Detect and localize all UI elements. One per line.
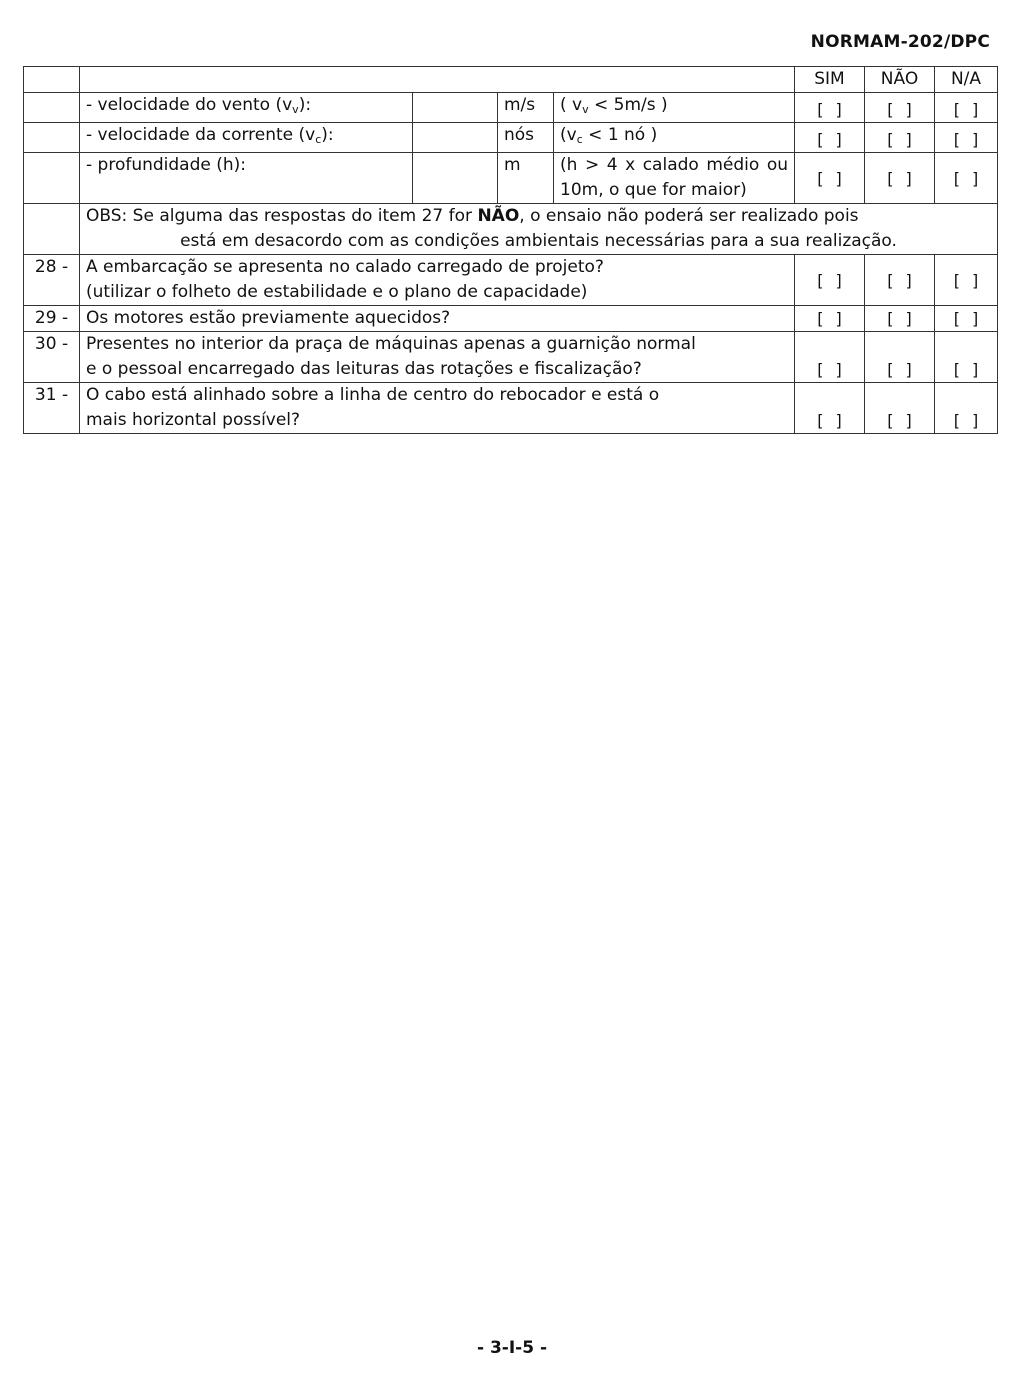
condition-value-field[interactable] bbox=[413, 153, 498, 204]
item-question: O cabo está alinhado sobre a linha de centro do rebocador e está o mais horizontal possível? bbox=[80, 383, 795, 434]
column-header-sim: SIM bbox=[795, 67, 865, 93]
column-header-na: N/A bbox=[935, 67, 998, 93]
condition-limit: ( $v_v < 5m/s$ ) bbox=[554, 93, 795, 123]
checkbox-na[interactable]: [ ] bbox=[935, 153, 998, 204]
checklist-item-31 bbox=[24, 383, 998, 434]
condition-label: - velocidade do vento $(v_v)$: bbox=[80, 93, 413, 123]
condition-limit: (h > 4 x calado médio ou 10m, o que for maior) bbox=[554, 153, 795, 204]
item-question: Presentes no interior da praça de máquinas apenas a guarnição normal e o pessoal encarregado das leituras das rotações e fiscalização? bbox=[80, 332, 795, 383]
checklist-item-29 bbox=[24, 306, 998, 332]
checkbox-sim[interactable]: [ ] bbox=[795, 332, 865, 383]
checkbox-nao[interactable]: [ ] bbox=[865, 306, 935, 332]
checkbox-nao[interactable]: [ ] bbox=[865, 383, 935, 434]
item-number: 31 - bbox=[24, 383, 80, 434]
condition-label: - velocidade da corrente $(v_c)$: bbox=[80, 123, 413, 153]
condition-value-field[interactable] bbox=[413, 123, 498, 153]
checklist-item-28 bbox=[24, 255, 998, 306]
obs-row bbox=[24, 204, 998, 255]
condition-unit: nós bbox=[498, 123, 554, 153]
item-number: 30 - bbox=[24, 332, 80, 383]
checkbox-na[interactable]: [ ] bbox=[935, 123, 998, 153]
header-row bbox=[24, 67, 998, 93]
item-question: Os motores estão previamente aquecidos? bbox=[80, 306, 795, 332]
page-number: - 3-I-5 - bbox=[476, 1338, 548, 1358]
checkbox-sim[interactable]: [ ] bbox=[795, 93, 865, 123]
checkbox-sim[interactable]: [ ] bbox=[795, 153, 865, 204]
condition-unit: m bbox=[498, 153, 554, 204]
checklist-item-30 bbox=[24, 332, 998, 383]
checkbox-na[interactable]: [ ] bbox=[935, 93, 998, 123]
checkbox-na[interactable]: [ ] bbox=[935, 306, 998, 332]
condition-row-current bbox=[24, 123, 998, 153]
checkbox-na[interactable]: [ ] bbox=[935, 332, 998, 383]
document-code: NORMAM-202/DPC bbox=[810, 32, 990, 52]
checkbox-sim[interactable]: [ ] bbox=[795, 255, 865, 306]
checkbox-nao[interactable]: [ ] bbox=[865, 123, 935, 153]
checkbox-nao[interactable]: [ ] bbox=[865, 153, 935, 204]
obs-note: OBS: Se alguma das respostas do item 27 for NÃO, o ensaio não poderá ser realizado pois está em desacordo com as condições ambientais necessárias para a sua realização. bbox=[80, 204, 998, 255]
condition-limit: ($v_c < 1$ nó ) bbox=[554, 123, 795, 153]
checkbox-sim[interactable]: [ ] bbox=[795, 123, 865, 153]
item-number: 29 - bbox=[24, 306, 80, 332]
condition-label: - profundidade (h): bbox=[80, 153, 413, 204]
condition-row-depth bbox=[24, 153, 998, 204]
condition-row-wind bbox=[24, 93, 998, 123]
item-number: 28 - bbox=[24, 255, 80, 306]
checkbox-nao[interactable]: [ ] bbox=[865, 255, 935, 306]
checkbox-nao[interactable]: [ ] bbox=[865, 93, 935, 123]
checkbox-na[interactable]: [ ] bbox=[935, 383, 998, 434]
checkbox-nao[interactable]: [ ] bbox=[865, 332, 935, 383]
item-question: A embarcação se apresenta no calado carregado de projeto? (utilizar o folheto de estabilidade e o plano de capacidade) bbox=[80, 255, 795, 306]
condition-unit: m/s bbox=[498, 93, 554, 123]
column-header-nao: NÃO bbox=[865, 67, 935, 93]
checkbox-sim[interactable]: [ ] bbox=[795, 383, 865, 434]
checkbox-sim[interactable]: [ ] bbox=[795, 306, 865, 332]
condition-value-field[interactable] bbox=[413, 93, 498, 123]
checklist-table bbox=[23, 66, 998, 434]
checkbox-na[interactable]: [ ] bbox=[935, 255, 998, 306]
